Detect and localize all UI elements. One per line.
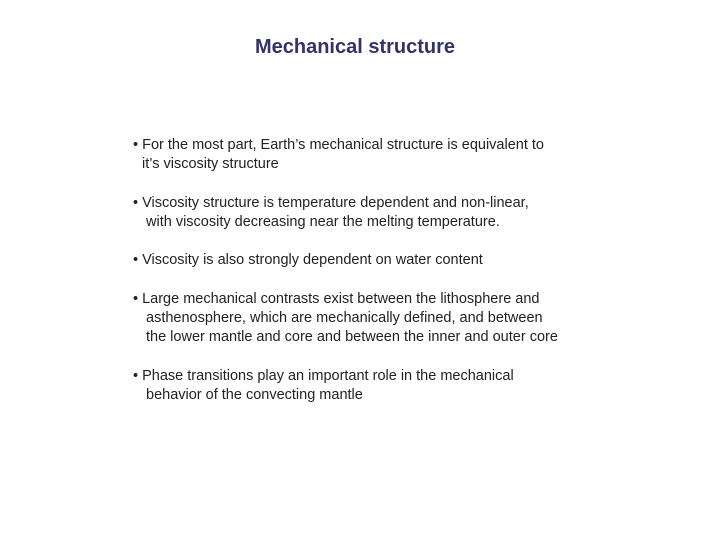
bullet-item xyxy=(133,367,613,405)
bullet-line: the lower mantle and core and between the inner and outer core xyxy=(146,329,558,345)
bullet-line: with viscosity decreasing near the melting temperature. xyxy=(146,214,500,230)
bullet-item xyxy=(133,290,613,347)
slide-title: Mechanical structure xyxy=(254,36,456,58)
bullet-line: • Viscosity structure is temperature dependent and non-linear, xyxy=(133,195,529,211)
bullet-line: • Large mechanical contrasts exist between the lithosphere and xyxy=(133,291,540,307)
bullet-line: asthenosphere, which are mechanically defined, and between xyxy=(146,310,543,326)
bullet-item xyxy=(133,136,613,174)
bullet-item xyxy=(133,251,613,270)
bullet-line: • Viscosity is also strongly dependent on water content xyxy=(133,252,483,268)
bullet-line: • Phase transitions play an important role in the mechanical xyxy=(133,368,514,384)
bullet-line: behavior of the convecting mantle xyxy=(146,387,363,403)
bullet-item xyxy=(133,194,613,232)
bullet-line: it’s viscosity structure xyxy=(142,156,279,172)
bullet-line: • For the most part, Earth’s mechanical structure is equivalent to xyxy=(133,137,544,153)
